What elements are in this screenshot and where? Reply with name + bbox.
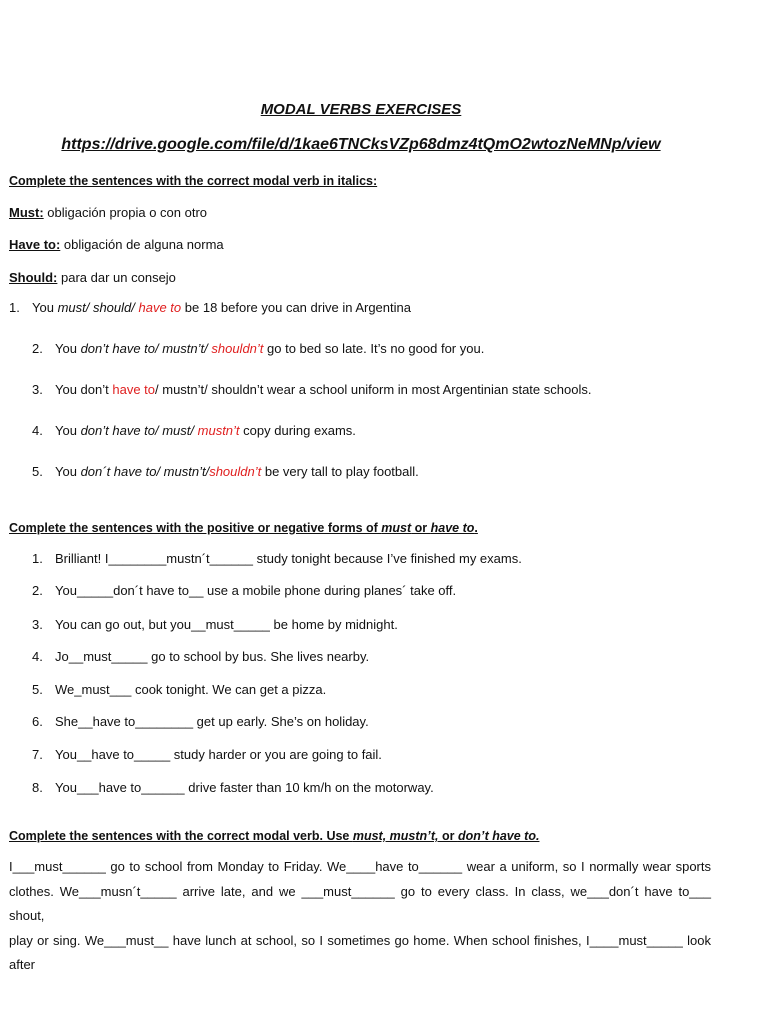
item-number: 4.	[32, 649, 43, 664]
item-pre: You	[32, 300, 58, 315]
section3-heading	[9, 829, 539, 843]
item-pre: You	[55, 341, 81, 356]
list-item-text	[55, 464, 419, 479]
list-item	[9, 300, 20, 315]
item-number: 3.	[32, 617, 43, 632]
item-number: 3.	[32, 382, 43, 397]
paragraph-line: I___must______ go to school from Monday to Friday. We____have to______ wear a uniform, so I normally wear sports	[9, 859, 711, 874]
list-item-text: You can go out, but you__must_____ be home by midnight.	[55, 617, 398, 632]
item-pre: You don’t	[55, 382, 113, 397]
list-item-text: You_____don´t have to__ use a mobile phone during planes´ take off.	[55, 583, 457, 598]
definition-text: obligación propia o con otro	[43, 205, 208, 220]
item-answer: have to	[138, 300, 182, 315]
definition-term: Must:	[9, 205, 44, 220]
heading-word-must: must	[381, 521, 412, 535]
heading-text: .	[474, 521, 478, 535]
list-item-text: Jo__must_____ go to school by bus. She lives nearby.	[55, 649, 370, 664]
heading-text: Complete the sentences with the correct modal verb. Use	[9, 829, 353, 843]
item-number: 2.	[32, 583, 43, 598]
list-item-text	[55, 341, 484, 356]
item-number: 8.	[32, 780, 43, 795]
item-number: 2.	[32, 341, 43, 356]
item-post: go to bed so late. It’s no good for you.	[263, 341, 485, 356]
item-options: don’t have to/ must/	[80, 423, 198, 438]
item-answer: have to	[112, 382, 156, 397]
section1-heading: Complete the sentences with the correct modal verb in italics:	[9, 174, 378, 188]
list-item-text: You__have to_____ study harder or you are going to fail.	[55, 747, 382, 762]
definition-should	[9, 270, 176, 285]
paragraph-line: clothes. We___musn´t_____ arrive late, and we ___must______ go to every class. In class, we___don´t have to___ shout,	[9, 883, 711, 923]
drive-link[interactable]: https://drive.google.com/file/d/1kae6TNCksVZp68dmz4tQmO2wtozNeMNp/view	[61, 136, 661, 153]
item-number: 7.	[32, 747, 43, 762]
list-item-text: You___have to______ drive faster than 10 km/h on the motorway.	[55, 780, 434, 795]
item-number: 6.	[32, 714, 43, 729]
heading-text: or	[438, 829, 458, 843]
heading-text: or	[411, 521, 431, 535]
item-post: / mustn’t/ shouldn’t wear a school uniform in most Argentinian state schools.	[155, 382, 592, 397]
item-pre: You	[55, 464, 81, 479]
item-options: don’t have to/ mustn’t/	[80, 341, 212, 356]
item-number: 4.	[32, 423, 43, 438]
heading-words: must, mustn’t,	[352, 829, 439, 843]
definition-term: Have to:	[9, 237, 61, 252]
item-post: be very tall to play football.	[261, 464, 419, 479]
item-answer: shouldn’t	[209, 464, 262, 479]
section2-heading	[9, 521, 478, 535]
list-item-text: Brilliant! I________mustn´t______ study tonight because I’ve finished my exams.	[55, 551, 522, 566]
exercise-paragraph	[9, 855, 711, 978]
item-post: be 18 before you can drive in Argentina	[181, 300, 411, 315]
heading-word-have-to: have to	[430, 521, 475, 535]
definition-have-to	[9, 237, 224, 252]
paragraph-line: play or sing. We___must__ have lunch at school, so I sometimes go home. When school finishes, I____must_____ look after	[9, 932, 711, 972]
heading-words: don’t have to.	[457, 829, 540, 843]
definition-text: obligación de alguna norma	[60, 237, 224, 252]
item-number: 1.	[9, 300, 20, 315]
item-pre: You	[55, 423, 81, 438]
heading-text: Complete the sentences with the positive or negative forms of	[9, 521, 382, 535]
list-item-text	[55, 382, 591, 397]
document-title: MODAL VERBS EXERCISES	[260, 101, 462, 118]
item-post: copy during exams.	[239, 423, 356, 438]
list-item-text: She__have to________ get up early. She’s on holiday.	[55, 714, 369, 729]
item-options: don´t have to/ mustn’t/	[80, 464, 210, 479]
definition-text: para dar un consejo	[57, 270, 176, 285]
item-options: must/ should/	[57, 300, 139, 315]
definition-term: Should:	[9, 270, 58, 285]
list-item-text	[55, 423, 356, 438]
item-number: 5.	[32, 464, 43, 479]
list-item-text: We_must___ cook tonight. We can get a pizza.	[55, 682, 327, 697]
item-answer: shouldn’t	[211, 341, 264, 356]
item-answer: mustn’t	[197, 423, 240, 438]
definition-must	[9, 205, 207, 220]
item-number: 1.	[32, 551, 43, 566]
item-number: 5.	[32, 682, 43, 697]
list-item-text	[32, 300, 411, 315]
